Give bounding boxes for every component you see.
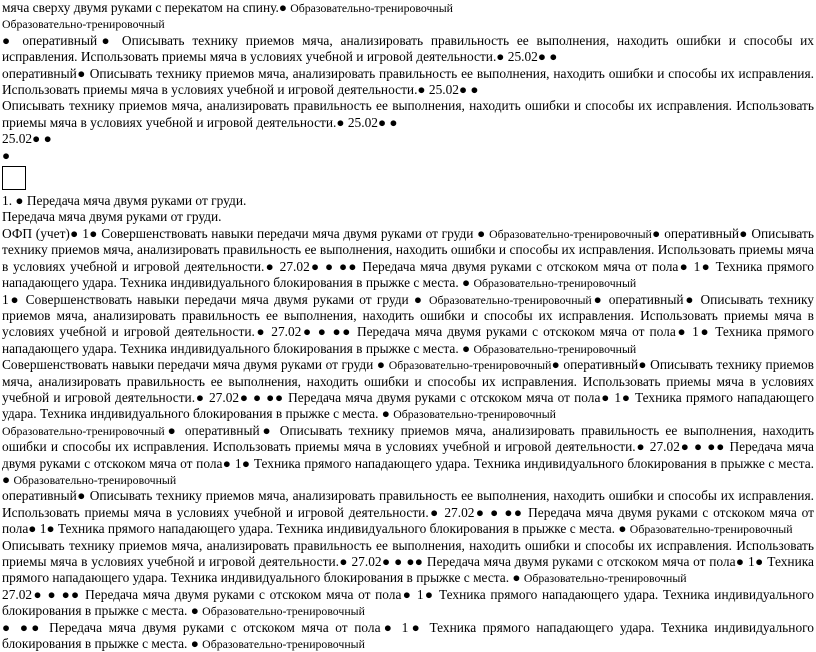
paragraph-12: Совершенствовать навыки передачи мяча двумя руками от груди ● Образовательно-тренировочный● оперативный● Описывать технику приемов мяча, анализировать правильность ее выполнения, находить ошибки и способы их исправления. Использовать приемы мяча в условиях учебной и игровой деятельности.● 27.02● ● ●● Передача мяча двумя руками с отскоком мяча от пола● 1● Техника прямого нападающего удара. Техника индивидуального блокирования в прыжке с места. ● Образовательно-тренировочный <box>2 357 814 422</box>
date-line: 25.02● ● <box>2 131 52 147</box>
numbered-item: 1. ● Передача мяча двумя руками от груди. <box>2 193 247 209</box>
paragraph-4: оперативный● Описывать технику приемов мяча, анализировать правильность ее выполнения, находить ошибки и способы их исправления. Использовать приемы мяча в условиях учебной и игровой деятельности.● 25.02● ● <box>2 65 814 98</box>
bullet-line: ● <box>2 147 11 163</box>
paragraph-5: Описывать технику приемов мяча, анализировать правильность ее выполнения, находить ошибки и способы их исправления. Использовать приемы мяча в условиях учебной и игровой деятельности.● 25.02● ● <box>2 98 814 130</box>
empty-table-cell <box>2 166 26 190</box>
paragraph-3: ● оперативный● Описывать технику приемов мяча, анализировать правильность ее выполнения, находить ошибки и способы их исправления. Использовать приемы мяча в условиях учебной и игровой деятельности.● 25.02● ● <box>2 32 814 65</box>
paragraph-13: Образовательно-тренировочный● оперативный● Описывать технику приемов мяча, анализировать правильность ее выполнения, находить ошибки и способы их исправления. Использовать приемы мяча в условиях учебной и игровой деятельности.● 27.02● ● ●● Передача мяча двумя руками с отскоком мяча от пола● 1● Техника прямого нападающего удара. Техника индивидуального блокирования в прыжке с места. ● Образовательно-тренировочный <box>2 422 814 487</box>
paragraph-14: оперативный● Описывать технику приемов мяча, анализировать правильность ее выполнения, находить ошибки и способы их исправления. Использовать приемы мяча в условиях учебной и игровой деятельности.● 27.02● ● ●● Передача мяча двумя руками с отскоком мяча от пола● 1● Техника прямого нападающего удара. Техника индивидуального блокирования в прыжке с места. ● Образовательно-тренировочный <box>2 488 814 537</box>
text-line-2: Образовательно-тренировочный <box>2 17 165 32</box>
paragraph-10: ОФП (учет)● 1● Совершенствовать навыки передачи мяча двумя руками от груди ● Образовательно-тренировочный● оперативный● Описывать технику приемов мяча, анализировать правильность ее выполнения, находить ошибки и способы их исправления. Использовать приемы мяча в условиях учебной и игровой деятельности.● 27.02● ● ●● Передача мяча двумя руками с отскоком мяча от пола● 1● Техника прямого нападающего удара. Техника индивидуального блокирования в прыжке с места. ● Образовательно-тренировочный <box>2 225 814 291</box>
paragraph-15: Описывать технику приемов мяча, анализировать правильность ее выполнения, находить ошибки и способы их исправления. Использовать приемы мяча в условиях учебной и игровой деятельности.● 27.02● ● ●● Передача мяча двумя руками с отскоком мяча от пола● 1● Техника прямого нападающего удара. Техника индивидуального блокирования в прыжке с места. ● Образовательно-тренировочный <box>2 537 814 586</box>
paragraph-16: 27.02● ● ●● Передача мяча двумя руками с отскоком мяча от пола● 1● Техника прямого нападающего удара. Техника индивидуального блокирования в прыжке с места. ● Образовательно-тренировочный <box>2 586 814 619</box>
heading-line: Передача мяча двумя руками от груди. <box>2 209 222 225</box>
paragraph-11: 1● Совершенствовать навыки передачи мяча двумя руками от груди ● Образовательно-тренировочный● оперативный● Описывать технику приемов мяча, анализировать правильность ее выполнения, находить ошибки и способы их исправления. Использовать приемы мяча в условиях учебной и игровой деятельности.● 27.02● ● ●● Передача мяча двумя руками с отскоком мяча от пола● 1● Техника прямого нападающего удара. Техника индивидуального блокирования в прыжке с места. ● Образовательно-тренировочный <box>2 291 814 356</box>
paragraph-17: ● ●● Передача мяча двумя руками с отскоком мяча от пола● 1● Техника прямого нападающего удара. Техника индивидуального блокирования в прыжке с места. ● Образовательно-тренировочный <box>2 619 814 652</box>
text-line-1: мяча сверху двумя руками с перекатом на спину.● Образовательно-тренировочный <box>2 0 453 15</box>
